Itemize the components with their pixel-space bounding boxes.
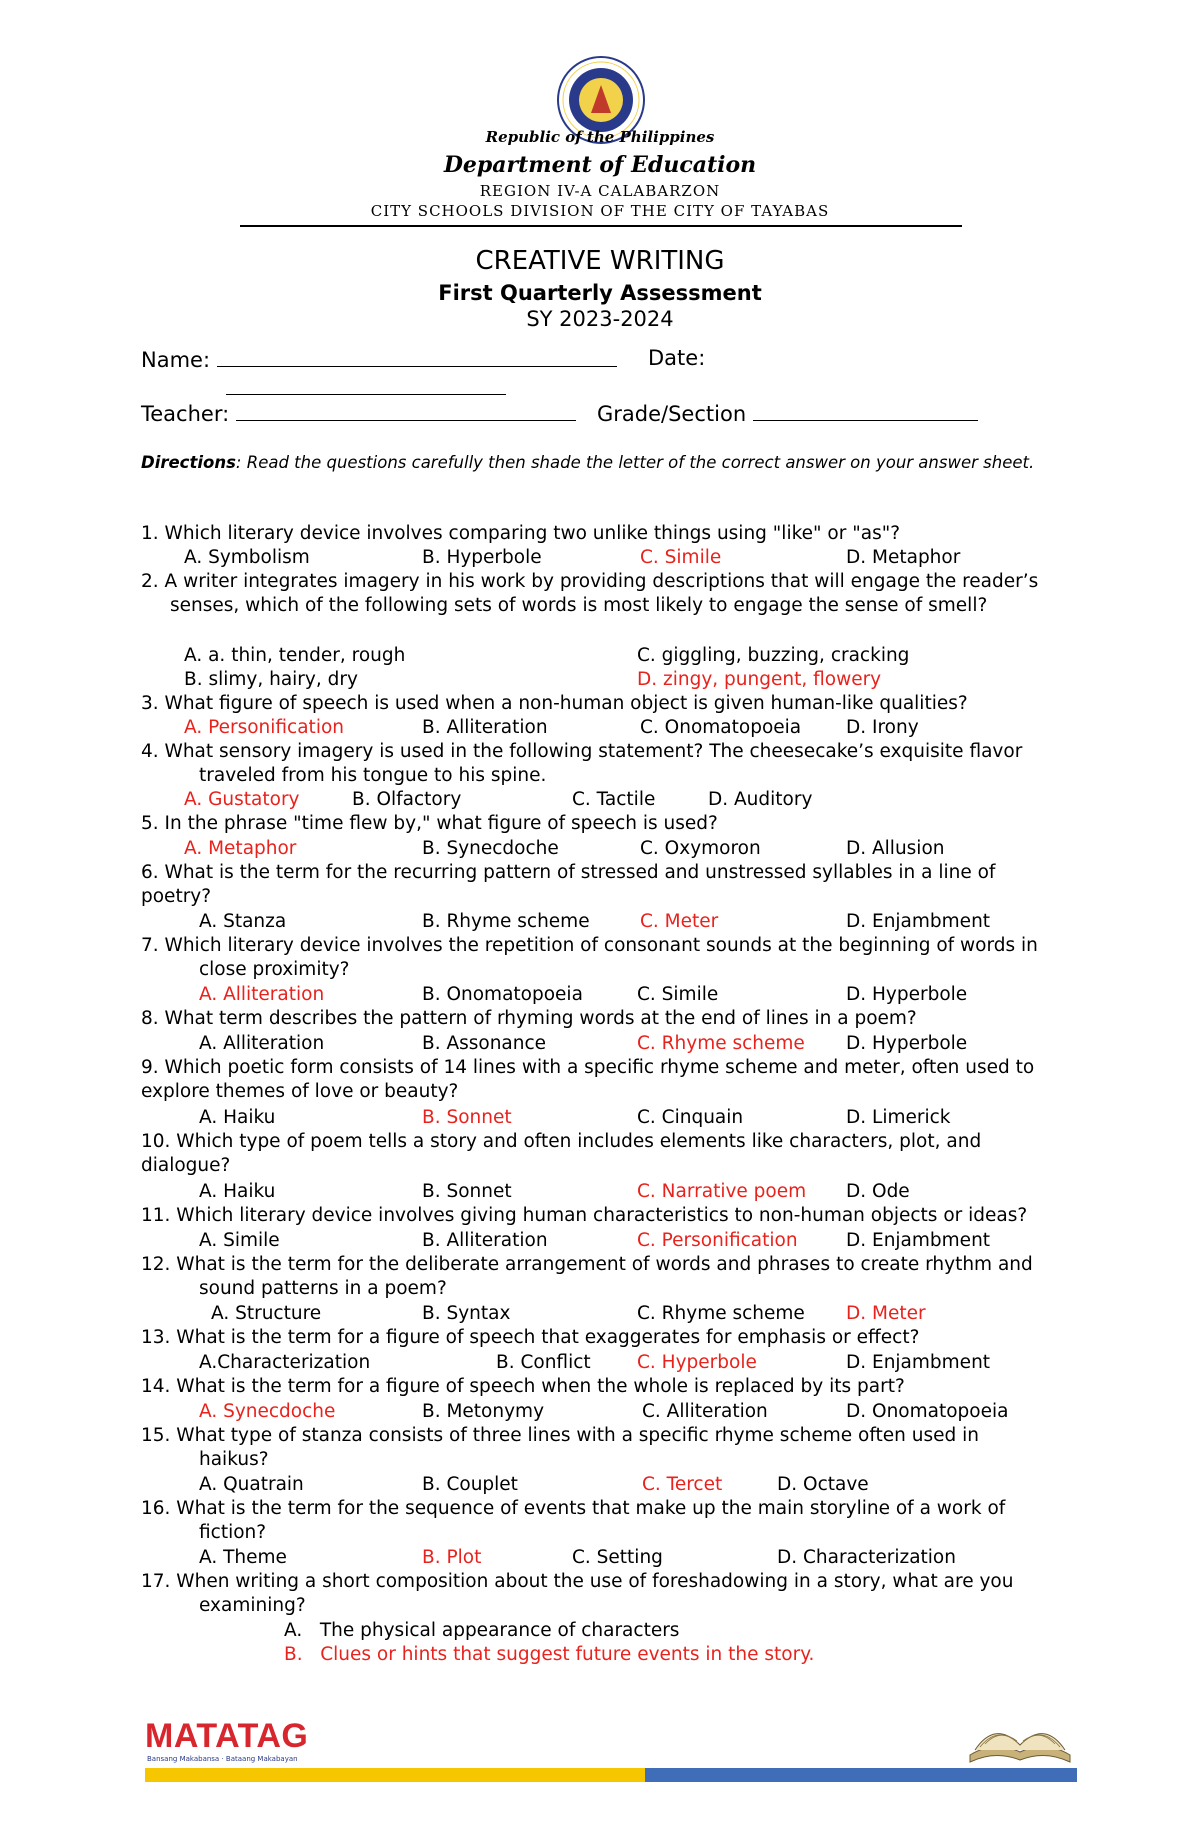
q15-option-c-answer[interactable]: C. Tercet <box>642 1474 723 1495</box>
q6-option-a[interactable]: A. Stanza <box>199 911 287 932</box>
question-9-cont: explore themes of love or beauty? <box>141 1081 459 1102</box>
grade-field <box>597 400 978 426</box>
q8-option-a[interactable]: A. Alliteration <box>199 1033 325 1054</box>
q16-option-d[interactable]: D. Characterization <box>777 1547 956 1568</box>
q2-option-c[interactable]: C. giggling, buzzing, cracking <box>637 645 910 666</box>
question-2: 2. A writer integrates imagery in his work by providing descriptions that will engage the reader’s <box>141 571 1039 592</box>
q11-option-c-answer[interactable]: C. Personification <box>637 1230 798 1251</box>
q7-option-c[interactable]: C. Simile <box>637 984 719 1005</box>
question-7: 7. Which literary device involves the repetition of consonant sounds at the beginning of words in <box>141 935 1038 956</box>
q11-option-d[interactable]: D. Enjambment <box>846 1230 991 1251</box>
q3-option-a-answer[interactable]: A. Personification <box>184 717 344 738</box>
open-book-icon <box>960 1700 1080 1770</box>
teacher-label: Teacher: <box>141 402 230 426</box>
q7-option-a-answer[interactable]: A. Alliteration <box>199 984 325 1005</box>
question-1: 1. Which literary device involves comparing two unlike things using "like" or "as"? <box>141 523 901 544</box>
footer-bar-blue <box>645 1768 1077 1782</box>
exam-subtitle: First Quarterly Assessment <box>438 281 762 305</box>
q9-option-b-answer[interactable]: B. Sonnet <box>422 1107 512 1128</box>
q3-option-c[interactable]: C. Onomatopoeia <box>640 717 802 738</box>
question-4-cont: traveled from his tongue to his spine. <box>199 765 547 786</box>
q11-option-b[interactable]: B. Alliteration <box>422 1230 548 1251</box>
q12-option-a[interactable]: A. Structure <box>211 1303 322 1324</box>
q15-option-a[interactable]: A. Quatrain <box>199 1474 304 1495</box>
q12-option-b[interactable]: B. Syntax <box>422 1303 511 1324</box>
question-8: 8. What term describes the pattern of rhyming words at the end of lines in a poem? <box>141 1008 917 1029</box>
question-15: 15. What type of stanza consists of three lines with a specific rhyme scheme often used in <box>141 1425 979 1446</box>
question-14: 14. What is the term for a figure of speech when the whole is replaced by its part? <box>141 1376 905 1397</box>
q3-option-d[interactable]: D. Irony <box>846 717 919 738</box>
q8-option-c-answer[interactable]: C. Rhyme scheme <box>637 1033 805 1054</box>
q1-option-c-answer[interactable]: C. Simile <box>640 547 722 568</box>
name-blank[interactable] <box>217 346 617 367</box>
name-label: Name: <box>141 348 211 372</box>
q2-option-a[interactable]: A. a. thin, tender, rough <box>184 645 406 666</box>
q4-option-a-answer[interactable]: A. Gustatory <box>184 789 300 810</box>
question-15-cont: haikus? <box>199 1449 269 1470</box>
q13-option-a[interactable]: A.Characterization <box>199 1352 371 1373</box>
q10-option-a[interactable]: A. Haiku <box>199 1181 276 1202</box>
q16-option-c[interactable]: C. Setting <box>572 1547 663 1568</box>
q17-option-a[interactable]: A. The physical appearance of characters <box>284 1620 680 1641</box>
q13-option-b[interactable]: B. Conflict <box>496 1352 591 1373</box>
q15-option-d[interactable]: D. Octave <box>777 1474 869 1495</box>
q12-option-c[interactable]: C. Rhyme scheme <box>637 1303 805 1324</box>
q5-option-b[interactable]: B. Synecdoche <box>422 838 559 859</box>
question-17: 17. When writing a short composition about the use of foreshadowing in a story, what are you <box>141 1571 1014 1592</box>
grade-label: Grade/Section <box>597 402 747 426</box>
date-blank[interactable] <box>226 374 506 395</box>
q8-option-d[interactable]: D. Hyperbole <box>846 1033 968 1054</box>
question-10: 10. Which type of poem tells a story and often includes elements like characters, plot, and <box>141 1131 982 1152</box>
republic-line: Republic of the Philippines <box>485 128 715 146</box>
q10-option-c-answer[interactable]: C. Narrative poem <box>637 1181 807 1202</box>
q2-option-b[interactable]: B. slimy, hairy, dry <box>184 669 358 690</box>
q4-option-b[interactable]: B. Olfactory <box>352 789 462 810</box>
q7-option-b[interactable]: B. Onomatopoeia <box>422 984 583 1005</box>
q4-option-c[interactable]: C. Tactile <box>572 789 656 810</box>
date-field <box>648 346 705 370</box>
question-2-cont: senses, which of the following sets of words is most likely to engage the sense of smell? <box>170 595 988 616</box>
school-year: SY 2023-2024 <box>526 307 674 331</box>
q6-option-b[interactable]: B. Rhyme scheme <box>422 911 590 932</box>
grade-blank[interactable] <box>753 400 978 421</box>
q6-option-d[interactable]: D. Enjambment <box>846 911 991 932</box>
question-4: 4. What sensory imagery is used in the following statement? The cheesecake’s exquisite flavor <box>141 741 1023 762</box>
q1-option-d[interactable]: D. Metaphor <box>846 547 961 568</box>
matatag-tagline: Bansang Makabansa · Bataang Makabayan <box>147 1755 298 1763</box>
q2-option-d-answer[interactable]: D. zingy, pungent, flowery <box>637 669 882 690</box>
question-16-cont: fiction? <box>199 1522 267 1543</box>
q9-option-c[interactable]: C. Cinquain <box>637 1107 744 1128</box>
department-line: Department of Education <box>443 152 757 178</box>
region-line: REGION IV-A CALABARZON <box>479 182 721 200</box>
q14-option-a-answer[interactable]: A. Synecdoche <box>199 1401 336 1422</box>
q4-option-d[interactable]: D. Auditory <box>708 789 813 810</box>
q10-option-b[interactable]: B. Sonnet <box>422 1181 512 1202</box>
teacher-blank[interactable] <box>236 400 576 421</box>
division-line: CITY SCHOOLS DIVISION OF THE CITY OF TAYABAS <box>370 202 830 220</box>
directions-text: : Read the questions carefully then shade the letter of the correct answer on your answer sheet. <box>235 453 1035 472</box>
q14-option-b[interactable]: B. Metonymy <box>422 1401 545 1422</box>
q12-option-d-answer[interactable]: D. Meter <box>846 1303 926 1324</box>
question-16: 16. What is the term for the sequence of events that make up the main storyline of a work of <box>141 1498 1006 1519</box>
matatag-logo: MATATAG <box>145 1717 309 1755</box>
question-17-cont: examining? <box>199 1595 306 1616</box>
question-5: 5. In the phrase "time flew by," what figure of speech is used? <box>141 813 718 834</box>
q3-option-b[interactable]: B. Alliteration <box>422 717 548 738</box>
q9-option-d[interactable]: D. Limerick <box>846 1107 951 1128</box>
question-11: 11. Which literary device involves giving human characteristics to non-human objects or ideas? <box>141 1205 1028 1226</box>
q7-option-d[interactable]: D. Hyperbole <box>846 984 968 1005</box>
directions-label: Directions <box>141 453 236 472</box>
q13-option-d[interactable]: D. Enjambment <box>846 1352 991 1373</box>
question-12: 12. What is the term for the deliberate arrangement of words and phrases to create rhythm and <box>141 1254 1033 1275</box>
q5-option-d[interactable]: D. Allusion <box>846 838 945 859</box>
q1-option-b[interactable]: B. Hyperbole <box>422 547 542 568</box>
q8-option-b[interactable]: B. Assonance <box>422 1033 547 1054</box>
footer-bar-yellow <box>145 1768 645 1782</box>
q14-option-c[interactable]: C. Alliteration <box>642 1401 768 1422</box>
q10-option-d[interactable]: D. Ode <box>846 1181 910 1202</box>
question-6: 6. What is the term for the recurring pattern of stressed and unstressed syllables in a line of <box>141 862 996 883</box>
q15-option-b[interactable]: B. Couplet <box>422 1474 518 1495</box>
question-3: 3. What figure of speech is used when a non-human object is given human-like qualities? <box>141 693 968 714</box>
q5-option-a-answer[interactable]: A. Metaphor <box>184 838 297 859</box>
name-field <box>141 346 617 372</box>
question-12-cont: sound patterns in a poem? <box>199 1278 447 1299</box>
q13-option-c-answer[interactable]: C. Hyperbole <box>637 1352 757 1373</box>
date-label: Date: <box>648 346 706 370</box>
date-blank-row <box>226 374 506 400</box>
q14-option-d[interactable]: D. Onomatopoeia <box>846 1401 1009 1422</box>
q6-option-c-answer[interactable]: C. Meter <box>640 911 719 932</box>
q16-option-b-answer[interactable]: B. Plot <box>422 1547 482 1568</box>
q16-option-a[interactable]: A. Theme <box>199 1547 287 1568</box>
directions <box>141 452 1061 473</box>
teacher-field <box>141 400 576 426</box>
question-6-cont: poetry? <box>141 886 212 907</box>
q9-option-a[interactable]: A. Haiku <box>199 1107 276 1128</box>
question-7-cont: close proximity? <box>199 959 350 980</box>
question-10-cont: dialogue? <box>141 1155 231 1176</box>
question-13: 13. What is the term for a figure of speech that exaggerates for emphasis or effect? <box>141 1327 920 1348</box>
q1-option-a[interactable]: A. Symbolism <box>184 547 310 568</box>
header-divider <box>240 225 962 227</box>
question-9: 9. Which poetic form consists of 14 lines with a specific rhyme scheme and meter, often used to <box>141 1057 1035 1078</box>
exam-title: CREATIVE WRITING <box>475 246 725 276</box>
q17-option-b-answer[interactable]: B. Clues or hints that suggest future events in the story. <box>284 1644 815 1665</box>
q5-option-c[interactable]: C. Oxymoron <box>640 838 761 859</box>
q11-option-a[interactable]: A. Simile <box>199 1230 280 1251</box>
